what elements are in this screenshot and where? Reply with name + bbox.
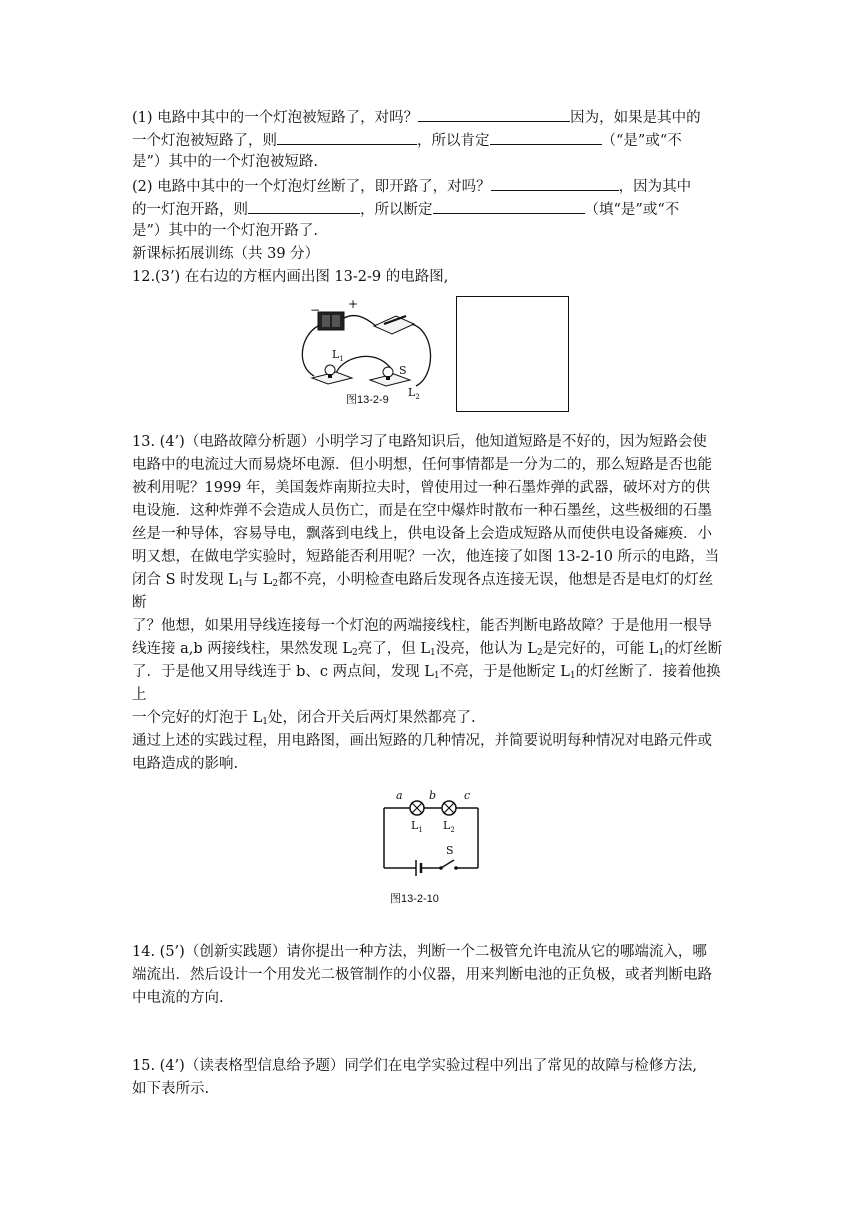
q11-p1-line3 — [132, 152, 318, 172]
q11-p2-text-a: (2) 电路中其中的一个灯泡灯丝断了，即开路了，对吗？ — [132, 179, 491, 195]
q11-p1-text-a: (1) 电路中其中的一个灯泡被短路了，对吗？ — [132, 110, 419, 126]
q11-p1-line2 — [132, 129, 682, 151]
q11-p1-text-c: 一个灯泡被短路了，则 — [132, 133, 277, 149]
l1-label: $L_1$ — [332, 348, 344, 363]
lamp-l1-icon — [312, 365, 352, 384]
switch-icon — [439, 860, 458, 870]
answer-blank — [277, 129, 417, 145]
q15-line2: 如下表所示. — [132, 1081, 210, 1097]
point-a-label: a — [396, 789, 403, 802]
s-label: S — [399, 364, 407, 377]
l1-label: $L_1$ — [411, 819, 423, 834]
circuit-diagram — [378, 784, 486, 908]
point-c-label: c — [464, 789, 471, 802]
circuit-photo-illustration — [296, 296, 438, 404]
q13-line15: 电路造成的影响. — [132, 756, 239, 772]
q14-line1: 14. (5’)（创新实践题）请你提出一种方法，判断一个二极管允许电流从它的哪端流入，哪 — [132, 944, 707, 960]
q13-line4: 电设施．这种炸弹不会造成人员伤亡，而是在空中爆炸时散布一种石墨丝，这些极细的石墨 — [132, 503, 712, 519]
q14-line3: 中电流的方向. — [132, 990, 224, 1006]
q11-p2-text-b: ，因为其中 — [618, 179, 692, 195]
q14-line2: 端流出．然后设计一个用发光二极管制作的小仪器，用来判断电池的正负极，或者判断电路 — [132, 967, 712, 983]
q11-p2-text-f: 是”）其中的一个灯泡开路了. — [132, 223, 319, 239]
q13-line2: 电路中的电流过大而易烧坏电源．但小明想，任何事情都是一分为二的，那么短路是否也能 — [132, 457, 712, 473]
q13-line13: 一个完好的灯泡于 $L_1$处，闭合开关后两灯果然都亮了. — [132, 710, 476, 727]
q12-text: 12.(3’) 在右边的方框内画出图 13-2-9 的电路图, — [132, 269, 449, 285]
q11-p1-line1 — [132, 106, 701, 128]
q11-p2-text-c: 的一灯泡开路，则 — [132, 202, 248, 218]
answer-box — [456, 296, 569, 412]
answer-blank — [433, 198, 585, 214]
q11-p1-text-d: ，所以肯定 — [417, 133, 490, 149]
minus-label: − — [310, 303, 321, 317]
figure-caption: 图13-2-9 — [346, 394, 389, 404]
wire — [412, 324, 431, 386]
q11-p2-line2 — [132, 198, 679, 220]
s-label: S — [446, 844, 454, 857]
q13-line3: 被利用呢？1999 年，美国轰炸南斯拉夫时，曾使用过一种石墨炸弹的武器，破坏对方的供 — [132, 480, 711, 496]
l2-label: $L_2$ — [408, 386, 420, 401]
q13-line9: 了？他想，如果用导线连接每一个灯泡的两端接线柱，能否判断电路故障？于是他用一根导 — [132, 618, 712, 634]
battery-icon — [416, 860, 421, 876]
q13-line10: 线连接 a,b 两接线柱，果然发现 $L_2$亮了，但 $L_1$没亮，他认为 $L_2$是完好的，可能 $L_1$的灯丝断 — [132, 641, 723, 658]
answer-blank — [491, 175, 619, 191]
q11-p2-line3 — [132, 221, 318, 241]
q11-p2-line1 — [132, 175, 691, 197]
wire — [344, 316, 376, 326]
q11-p1-text-f: 是”）其中的一个灯泡被短路. — [132, 154, 319, 170]
point-b-label: b — [429, 789, 437, 802]
q13-line8: 断 — [132, 595, 147, 611]
lamp-l2-icon — [442, 801, 456, 815]
answer-blank — [490, 129, 602, 145]
answer-blank — [248, 198, 360, 214]
plus-label: + — [348, 297, 359, 311]
q13-line1: 13. (4’)（电路故障分析题）小明学习了电路知识后，他知道短路是不好的，因为短路会使 — [132, 434, 707, 450]
q15-line1: 15. (4’)（读表格型信息给予题）同学们在电学实验过程中列出了常见的故障与检修方法, — [132, 1058, 697, 1074]
q11-p1-text-e: （“是”或“不 — [601, 133, 682, 149]
q11-p2-text-d: ，所以断定 — [360, 202, 433, 218]
q11-p1-text-b: 因为，如果是其中的 — [570, 110, 701, 126]
q13-line14: 通过上述的实践过程，用电路图，画出短路的几种情况，并简要说明每种情况对电路元件或 — [132, 733, 712, 749]
q13-line12: 上 — [132, 687, 147, 703]
figure-13-2-9 — [296, 296, 438, 404]
figure-13-2-10 — [378, 784, 486, 908]
q13-line5: 丝是一种导体，容易导电，飘落到电线上，供电设备上会造成短路从而使供电设备瘫痪．小 — [132, 526, 712, 542]
switch-top-icon — [374, 316, 414, 334]
q13-line6: 明又想，在做电学实验时，短路能否利用呢？一次，他连接了如图 13-2-10 所示的电路，当 — [132, 549, 720, 565]
battery-icon — [318, 312, 344, 330]
l2-label: $L_2$ — [443, 819, 455, 834]
answer-blank — [418, 106, 570, 122]
q13-line7: 闭合 S 时发现 $L_1$与 $L_2$都不亮，小明检查电路后发现各点连接无误，他想是否是电灯的灯丝 — [132, 572, 714, 589]
figure-caption: 图13-2-10 — [390, 893, 439, 905]
lamp-l1-icon — [410, 801, 424, 815]
q13-line11: 了．于是他又用导线连于 b、c 两点间，发现 $L_1$不亮，于是他断定 $L_1$的灯丝断了．接着他换 — [132, 664, 721, 681]
q11-p2-text-e: （填“是”或“不 — [584, 202, 680, 218]
wire — [302, 326, 318, 376]
section-title: 新课标拓展训练（共 39 分） — [132, 246, 320, 262]
